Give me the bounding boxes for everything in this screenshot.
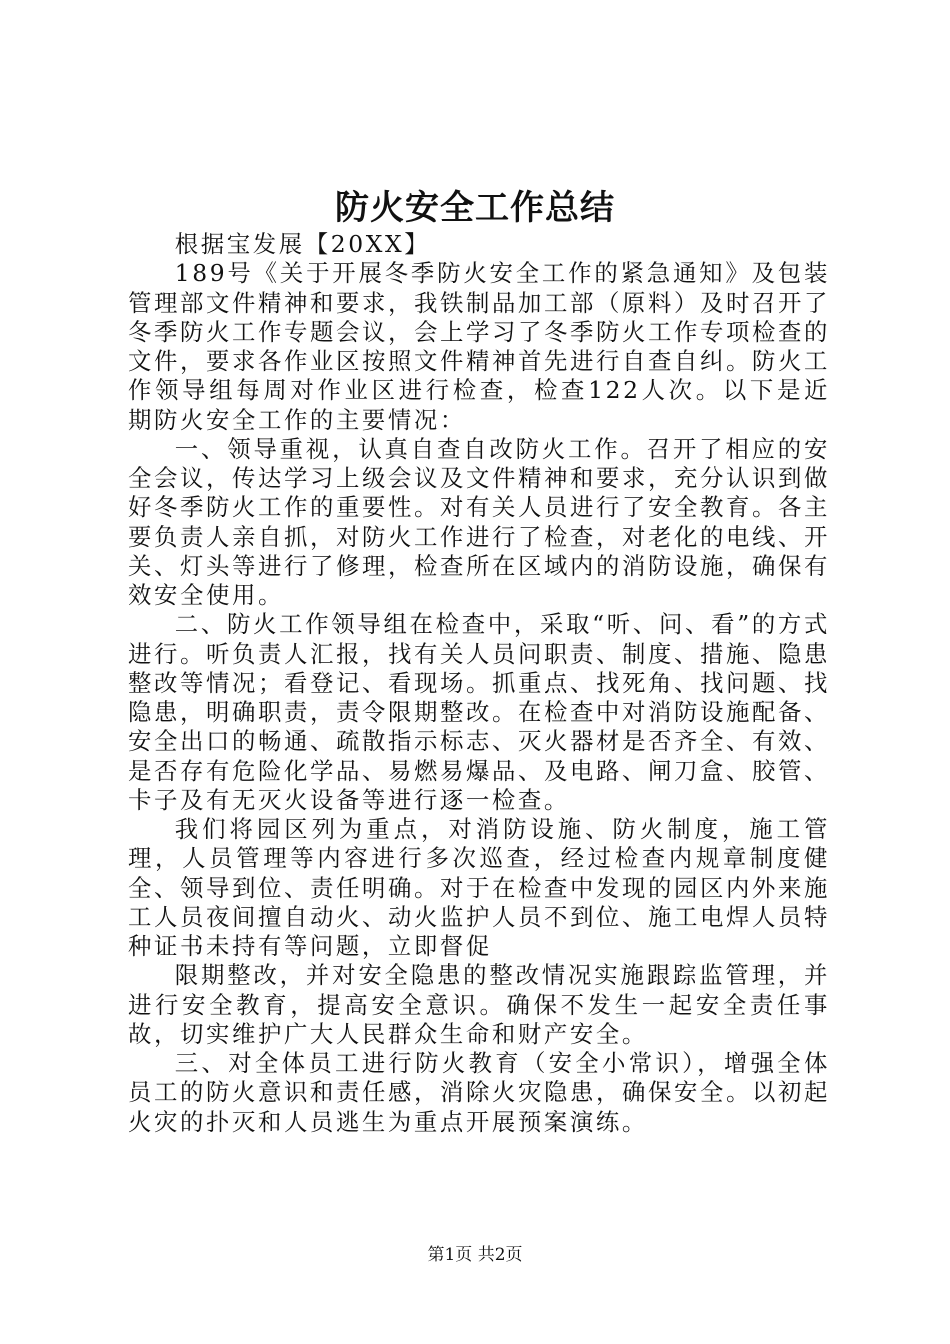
paragraph: 一、领导重视，认真自查自改防火工作。召开了相应的安全会议，传达学习上级会议及文件精神和要求，充分认识到做好冬季防火工作的重要性。对有关人员进行了安全教育。各主要负责人亲自抓，对防火工作进行了检查，对老化的电线、开关、灯头等进行了修理，检查所在区域内的消防设施，确保有效安全使用。 — [128, 434, 830, 609]
paragraph: 二、防火工作领导组在检查中，采取“听、问、看”的方式进行。听负责人汇报，找有关人员问职责、制度、措施、隐患整改等情况；看登记、看现场。抓重点、找死角、找问题、找隐患，明确职责，责令限期整改。在检查中对消防设施配备、安全出口的畅通、疏散指示标志、灭火器材是否齐全、有效、是否存有危险化学品、易燃易爆品、及电路、闸刀盒、胶管、卡子及有无灭火设备等进行逐一检查。 — [128, 610, 830, 814]
paragraph: 我们将园区列为重点，对消防设施、防火制度，施工管理，人员管理等内容进行多次巡查，经过检查内规章制度健全、领导到位、责任明确。对于在检查中发现的园区内外来施工人员夜间擅自动火、动火监护人员不到位、施工电焊人员特种证书未持有等问题，立即督促 — [128, 815, 830, 960]
paragraph: 限期整改，并对安全隐患的整改情况实施跟踪监管理，并进行安全教育，提高安全意识。确保不发生一起安全责任事故，切实维护广大人民群众生命和财产安全。 — [128, 961, 830, 1048]
page-number-footer: 第1页 共2页 — [427, 1245, 523, 1265]
paragraph: 根据宝发展【20XX】 — [174, 230, 431, 258]
document-title: 防火安全工作总结 — [335, 188, 615, 228]
document-body — [128, 230, 830, 1137]
paragraph: 189号《关于开展冬季防火安全工作的紧急通知》及包装管理部文件精神和要求，我铁制品加工部（原料）及时召开了冬季防火工作专题会议，会上学习了冬季防火工作专项检查的文件，要求各作业区按照文件精神首先进行自查自纠。防火工作领导组每周对作业区进行检查，检查122人次。以下是近期防火安全工作的主要情况： — [128, 259, 830, 434]
paragraph: 三、对全体员工进行防火教育（安全小常识），增强全体员工的防火意识和责任感，消除火灾隐患，确保安全。以初起火灾的扑灭和人员逃生为重点开展预案演练。 — [128, 1049, 830, 1136]
